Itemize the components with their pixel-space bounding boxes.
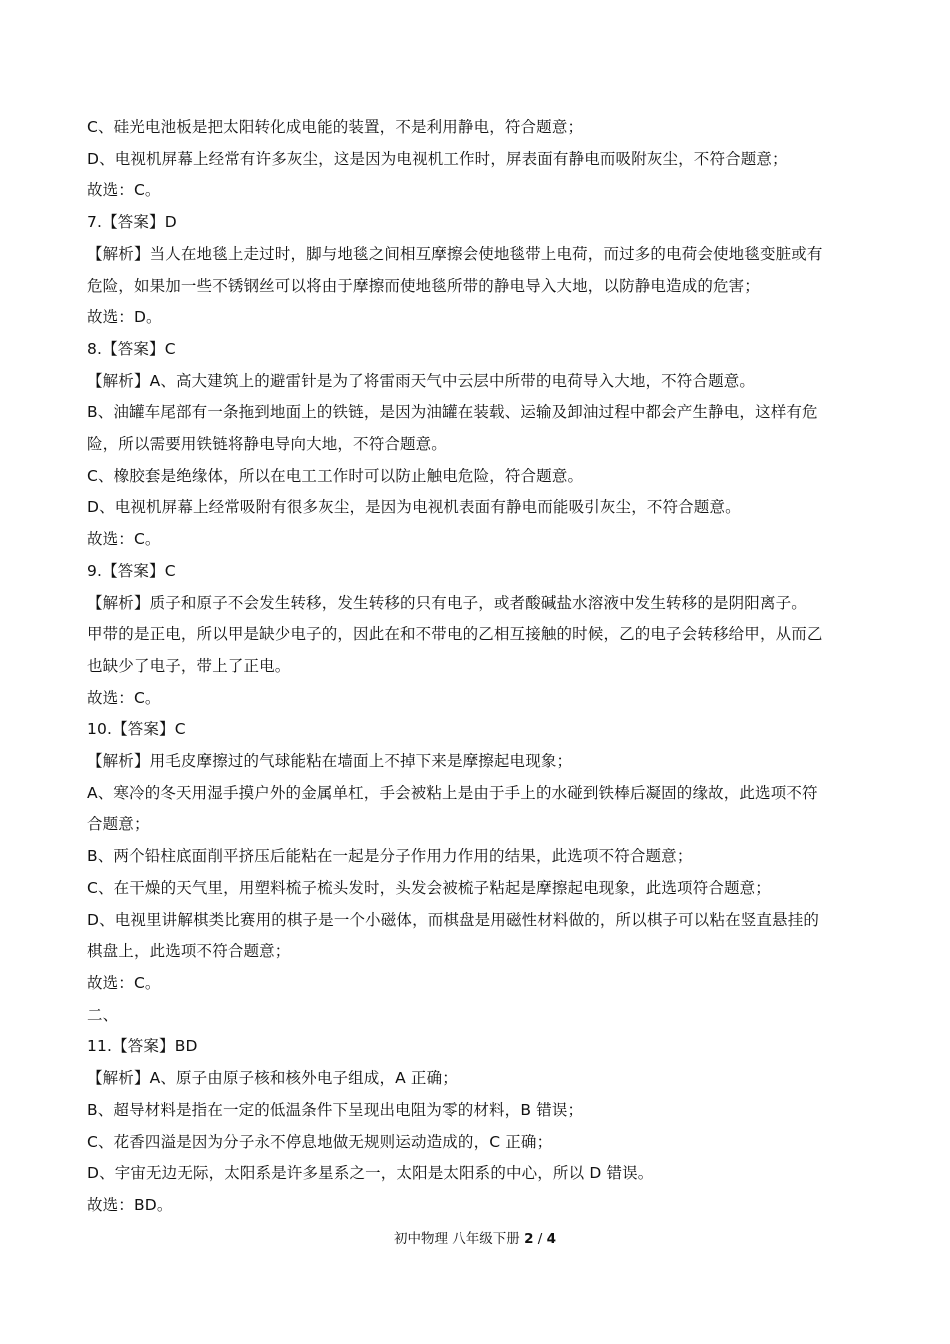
text-line: C、橡胶套是绝缘体，所以在电工工作时可以防止触电危险，符合题意。 [87,466,584,485]
text-line: B、油罐车尾部有一条拖到地面上的铁链，是因为油罐在装载、运输及卸油过程中都会产生静电，这样有危 [87,403,818,422]
footer-page-number: 2 [524,1231,534,1247]
text-line: 险，所以需要用铁链将静电导向大地，不符合题意。 [87,435,447,454]
text-line: B、超导材料是指在一定的低温条件下呈现出电阻为零的材料，B 错误； [87,1100,584,1119]
text-line: D、电视机屏幕上经常吸附有很多灰尘，是因为电视机表面有静电而能吸引灰尘，不符合题意。 [87,498,741,517]
text-line: 故选：BD。 [87,1195,173,1214]
answer-text-body [87,112,877,1222]
text-line: C、硅光电池板是把太阳转化成电能的装置，不是利用静电，符合题意； [87,118,584,136]
text-line: 7.【答案】D [87,213,177,232]
text-line: 甲带的是正电，所以甲是缺少电子的，因此在和不带电的乙相互接触的时候，乙的电子会转移给甲，从而乙 [87,625,823,644]
text-line: 棋盘上，此选项不符合题意； [87,942,291,961]
text-line: 11.【答案】BD [87,1037,198,1056]
text-line: 【解析】质子和原子不会发生转移，发生转移的只有电子，或者酸碱盐水溶液中发生转移的是阴阳离子。 [87,593,807,612]
text-line: 【解析】A、原子由原子核和核外电子组成，A 正确； [87,1069,458,1088]
text-line: 故选：C。 [87,181,161,200]
text-line: 10.【答案】C [87,720,186,739]
footer-subject: 初中物理 八年级下册 [393,1231,520,1247]
text-line: D、电视里讲解棋类比赛用的棋子是一个小磁体，而棋盘是用磁性材料做的，所以棋子可以粘在竖直悬挂的 [87,910,819,929]
text-line: 【解析】用毛皮摩擦过的气球能粘在墙面上不掉下来是摩擦起电现象； [87,752,573,771]
text-line: 【解析】当人在地毯上走过时，脚与地毯之间相互摩擦会使地毯带上电荷，而过多的电荷会使地毯变脏或有 [87,244,823,263]
text-line: C、花香四溢是因为分子永不停息地做无规则运动造成的，C 正确； [87,1132,553,1151]
text-line: 9.【答案】C [87,561,176,580]
text-line: 故选：C。 [87,688,161,707]
footer-page-total: 4 [546,1231,557,1247]
text-line: 8.【答案】C [87,339,176,358]
text-line: D、电视机屏幕上经常有许多灰尘，这是因为电视机工作时，屏表面有静电而吸附灰尘，不符合题意； [87,149,788,168]
footer-separator: / [537,1231,543,1247]
text-line: C、在干燥的天气里，用塑料梳子梳头发时，头发会被梳子粘起是摩擦起电现象，此选项符合题意； [87,878,771,897]
text-line: 二、 [87,1005,119,1024]
text-line: A、寒冷的冬天用湿手摸户外的金属单杠，手会被粘上是由于手上的水碰到铁棒后凝固的缘故，此选项不符 [87,783,818,802]
page-footer [0,1227,950,1247]
text-line: B、两个铅柱底面削平挤压后能粘在一起是分子作用力作用的结果，此选项不符合题意； [87,847,693,866]
text-line: 故选：C。 [87,530,161,549]
text-line: 故选：C。 [87,973,161,992]
text-line: 也缺少了电子，带上了正电。 [87,656,291,675]
text-line: D、宇宙无边无际，太阳系是许多星系之一，太阳是太阳系的中心，所以 D 错误。 [87,1164,654,1183]
text-line: 【解析】A、高大建筑上的避雷针是为了将雷雨天气中云层中所带的电荷导入大地，不符合题意。 [87,371,756,390]
text-line: 合题意； [87,815,150,834]
text-line: 危险，如果加一些不锈钢丝可以将由于摩擦而使地毯所带的静电导入大地，以防静电造成的危害； [87,276,760,295]
text-line: 故选：D。 [87,308,162,327]
